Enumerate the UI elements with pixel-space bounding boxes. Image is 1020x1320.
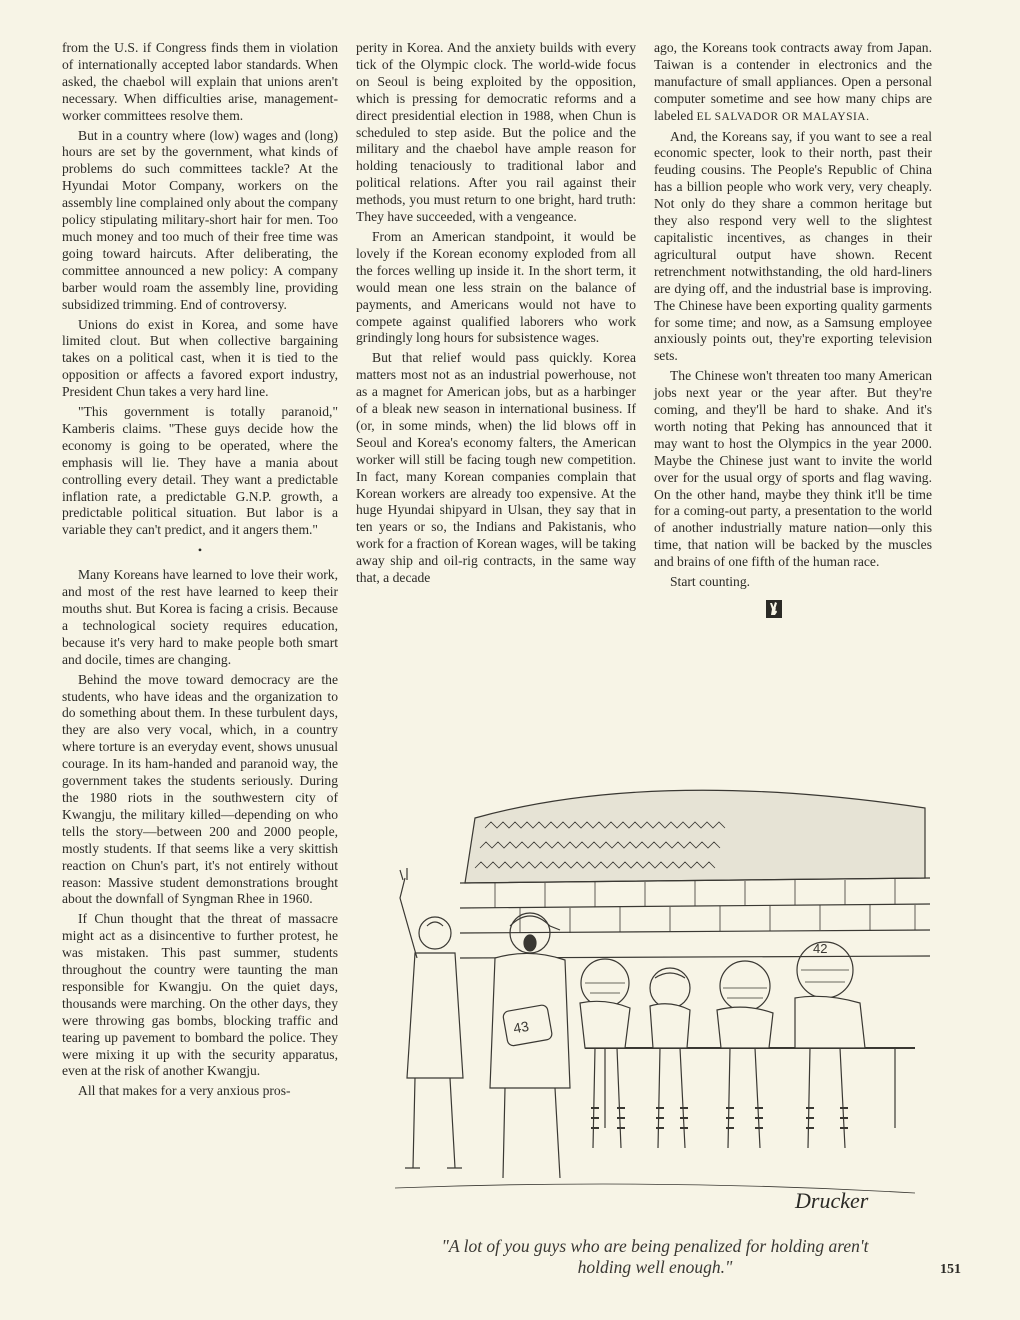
paragraph xyxy=(654,40,932,126)
paragraph: But that relief would pass quickly. Korea matters most not as an industrial powerhouse, not as a magnet for American jobs, but as a harbinger of a bleak new season in international business. If (or, in some minds, when) the lid blows off in Seoul and Korea's economy falters, the American worker will still be facing tough new competition. In fact, many Korean companies complain that Korean workers are already too expensive. At the huge Hyundai shipyard in Ulsan, they say that in ten years or so, the Indians and Pakistanis, who work for a fraction of Korean wages, will be taking away ship and oil-rig contracts, in the same way that, a decade xyxy=(356,350,636,586)
end-mark xyxy=(654,594,932,612)
section-break-bullet: • xyxy=(197,543,203,558)
paragraph-text: ago, the Koreans took contracts away from Japan. Taiwan is a contender in electronics and the manufacture of small appliances. Open a personal computer sometime and see how many chips are labeled xyxy=(654,40,932,123)
paragraph: "This government is totally paranoid," Kamberis claims. "These guys decide how the economy is going to be operated, where the emphasis will lie. They have a mania about controlling every detail. They want a predictable inflation rate, a predictable G.N.P. growth, a predictable political situation. But labor is a variable they can't predict, and it angers them." xyxy=(62,404,338,538)
page-number: 151 xyxy=(940,1262,961,1277)
rabbit-logo-icon xyxy=(766,600,782,618)
paragraph: from the U.S. if Congress finds them in violation of internationally accepted labor standards. When asked, the chaebol will explain that unions aren't necessary. When difficulties arise, management-worker committees resolve them. xyxy=(62,40,338,123)
paragraph: All that makes for a very anxious pros- xyxy=(78,1083,291,1099)
paragraph: But in a country where (low) wages and (long) hours are set by the government, what kinds of problems do such committees tackle? At the Hyundai Motor Company, workers on the assembly line complained only about the company policy stipulating military-short hair for men. Too much money and too much of their free time was going toward haircuts. After deliberating, the committee announced a new policy: A company barber would roam the assembly line, providing subsidized trimming. End of controversy. xyxy=(62,127,338,312)
jersey-number-label: 42 xyxy=(813,941,828,956)
article-column-1 xyxy=(62,40,338,1103)
smallcaps-text: EL SALVADOR OR MALAYSIA. xyxy=(696,110,870,123)
paragraph: And, the Koreans say, if you want to see a real economic specter, look to their north, past their feuding cousins. The People's Republic of China has a billion people who work very, very cheaply. Not only do they share a common heritage but they also respond very well to the slightest capitalistic incentives, as changes in their agricultural output have shown. Recent retrenchment notwithstanding, the old hard-liners are dying off, and the industrial base is improving. The Chinese have been exporting quality garments for some time; and now, as a Samsung employee anxiously points out, they're exporting television sets. xyxy=(654,128,932,364)
cartoon-illustration xyxy=(355,748,935,1228)
paragraph: perity in Korea. And the anxiety builds with every tick of the Olympic clock. The world-wide focus on Seoul is being exploited by the opposition, which is pressing for democratic reforms and a direct presidential election in 1988, when Chun is scheduled to step aside. But the police and the military and the chaebol have ample reason for holding tenaciously to traditional labor and political relations. After you rail against their methods, you must return to one bright, hard truth: They have succeeded, with a vengeance. xyxy=(356,40,636,225)
paragraph: If Chun thought that the threat of massacre might act as a disincentive to further protest, he was mistaken. This past summer, students throughout the country were taunting the man responsible for Kwangju. On the quiet days, thousands were marching. On the other days, they were throwing gas bombs, blocking traffic and tearing up pavement to bombard the police. They were mixing it up with the security apparatus, even at the risk of another Kwangju. xyxy=(62,911,338,1079)
cartoon-caption: "A lot of you guys who are being penalized for holding aren't holding well enough." xyxy=(441,1236,869,1277)
paragraph: Behind the move toward democracy are the students, who have ideas and the organization to do something about them. In these turbulent days, they are also very vocal, which, in a country where torture is an everyday event, shows unusual courage. In its ham-handed and paranoid way, the government takes the students seriously. During the 1980 riots in the southwestern city of Kwangju, the military killed—depending on who tells the story—between 200 and 2000 people, mostly students. If that seems like a very skittish reaction on Chun's part, it's not entirely without reason: Massive student demonstrations brought about the downfall of Syngman Rhee in 1960. xyxy=(62,671,338,907)
paragraph: Unions do exist in Korea, and some have limited clout. But when collective bargaining takes on a political cast, when it is tied to the opposition or affects a favored export industry, President Chun takes a very hard line. xyxy=(62,316,338,400)
article-column-2 xyxy=(356,40,636,590)
paragraph: Start counting. xyxy=(670,574,751,590)
article-column-3 xyxy=(654,40,932,612)
paragraph: Many Koreans have learned to love their work, and most of the rest have learned to keep their mouths shut. But Korea is facing a crisis. Because a technological society requires education, because it's very hard to make people both smart and docile, times are changing. xyxy=(62,567,338,667)
paragraph: From an American standpoint, it would be lovely if the Korean economy exploded from all the forces welling up inside it. In the short term, it would mean one less strain on the balance of payments, and Americans would not have to compete against qualified laborers who work grindingly long hours for subsistence wages. xyxy=(356,228,636,346)
cartoonist-signature: Drucker xyxy=(795,1188,869,1213)
jersey-number-label: 43 xyxy=(511,1017,531,1037)
paragraph: The Chinese won't threaten too many American jobs next year or the year after. But they're coming, and they'll be hard to shake. And it's worth noting that Peking has announced that it may want to host the Olympics in the year 2000. Maybe the Chinese just want to invite the world over for the usual orgy of sports and flag waving. On the other hand, maybe they think it'll be time for a coming-out party, a presentation to the world of another industrially mature nation—only this time, that nation will be backed by the muscles and brains of one fifth of the human race. xyxy=(654,368,932,570)
